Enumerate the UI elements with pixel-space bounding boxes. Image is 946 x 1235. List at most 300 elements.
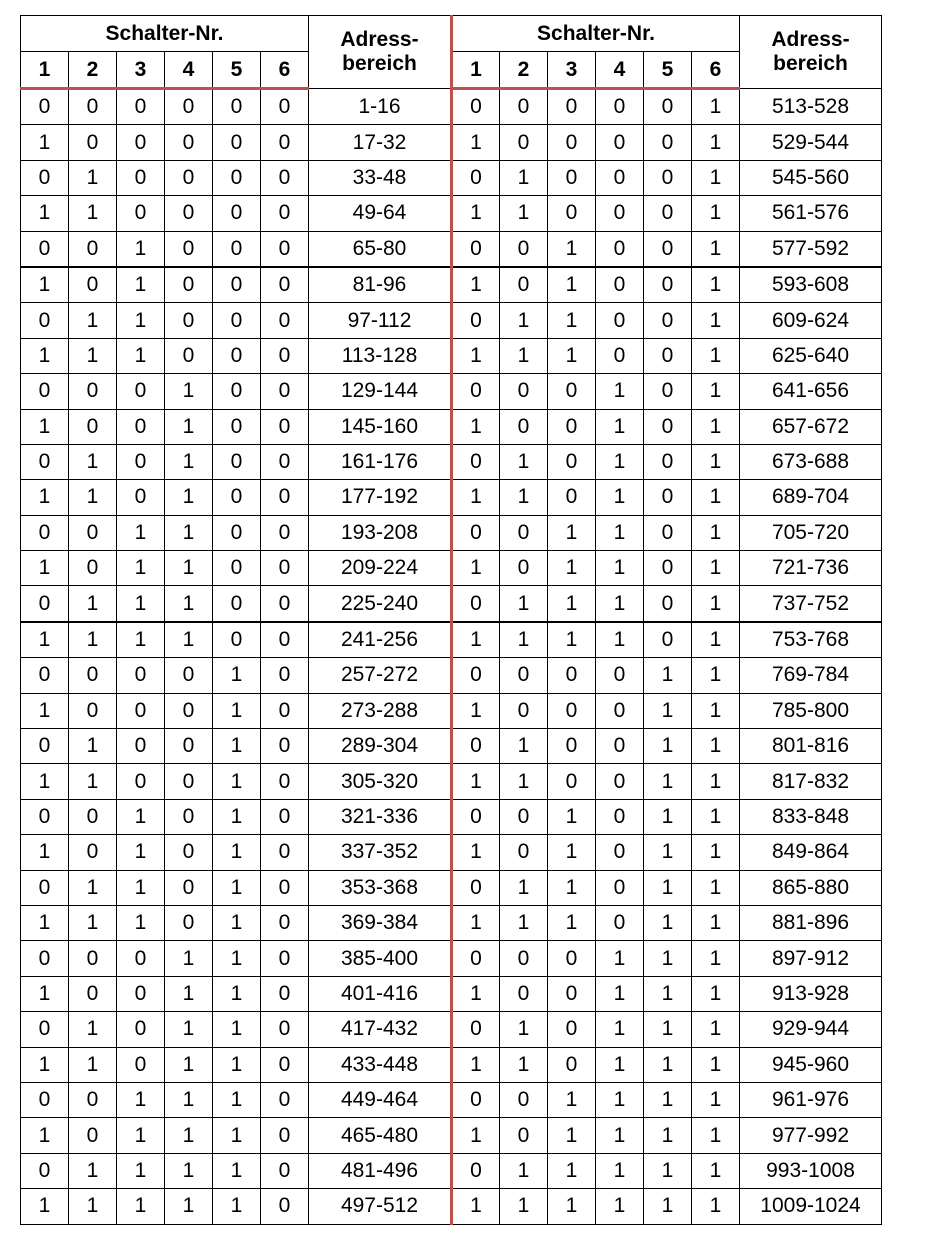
switch-cell-right-3: 1: [548, 303, 596, 338]
switch-cell-left-1: 0: [21, 89, 69, 125]
switch-cell-left-6: 0: [261, 160, 309, 195]
switch-cell-right-2: 0: [500, 799, 548, 834]
switch-cell-right-1: 1: [452, 1118, 500, 1153]
switch-cell-right-4: 1: [596, 409, 644, 444]
switch-cell-right-5: 0: [644, 515, 692, 550]
address-range-right: 993-1008: [740, 1153, 882, 1188]
switch-cell-right-5: 1: [644, 905, 692, 940]
switch-cell-right-2: 0: [500, 125, 548, 160]
switch-cell-right-5: 1: [644, 799, 692, 834]
switch-cell-left-3: 0: [117, 764, 165, 799]
address-range-right: 977-992: [740, 1118, 882, 1153]
switch-cell-left-6: 0: [261, 480, 309, 515]
switch-cell-left-4: 0: [165, 267, 213, 303]
switch-cell-right-5: 1: [644, 1153, 692, 1188]
address-range-right: 657-672: [740, 409, 882, 444]
switch-cell-left-2: 0: [69, 515, 117, 550]
address-range-left: 305-320: [309, 764, 452, 799]
switch-cell-left-1: 1: [21, 1118, 69, 1153]
switch-cell-left-2: 0: [69, 799, 117, 834]
switch-cell-left-6: 0: [261, 658, 309, 693]
switch-cell-left-4: 1: [165, 976, 213, 1011]
table-row: [21, 1189, 882, 1224]
switch-cell-right-6: 1: [692, 267, 740, 303]
switch-cell-left-3: 0: [117, 196, 165, 231]
switch-cell-right-6: 1: [692, 870, 740, 905]
switch-cell-right-4: 1: [596, 1118, 644, 1153]
switch-cell-left-1: 0: [21, 658, 69, 693]
switch-cell-left-6: 0: [261, 976, 309, 1011]
switch-cell-right-2: 0: [500, 409, 548, 444]
address-range-right: 577-592: [740, 231, 882, 267]
switch-cell-right-6: 1: [692, 622, 740, 658]
table-row: [21, 905, 882, 940]
table-row: [21, 125, 882, 160]
switch-cell-left-5: 0: [213, 231, 261, 267]
switch-cell-left-6: 0: [261, 870, 309, 905]
switch-cell-left-4: 1: [165, 409, 213, 444]
switch-cell-right-1: 0: [452, 1012, 500, 1047]
switch-cell-left-3: 1: [117, 231, 165, 267]
switch-number-header-left-3: 3: [117, 52, 165, 89]
switch-cell-right-1: 0: [452, 799, 500, 834]
switch-number-header-left-2: 2: [69, 52, 117, 89]
switch-cell-left-5: 1: [213, 799, 261, 834]
address-range-right: 673-688: [740, 444, 882, 479]
switch-cell-right-1: 1: [452, 409, 500, 444]
table-row: [21, 1047, 882, 1082]
switch-cell-left-6: 0: [261, 905, 309, 940]
switch-cell-right-6: 1: [692, 231, 740, 267]
address-range-right: 625-640: [740, 338, 882, 373]
address-range-right: 753-768: [740, 622, 882, 658]
switch-cell-left-3: 1: [117, 870, 165, 905]
switch-cell-left-3: 1: [117, 515, 165, 550]
switch-cell-left-4: 1: [165, 480, 213, 515]
switch-cell-left-5: 0: [213, 622, 261, 658]
address-range-left: 209-224: [309, 551, 452, 586]
switch-cell-left-5: 1: [213, 693, 261, 728]
switch-cell-left-5: 1: [213, 658, 261, 693]
switch-cell-right-1: 0: [452, 515, 500, 550]
switch-cell-right-3: 1: [548, 267, 596, 303]
switch-cell-left-4: 1: [165, 515, 213, 550]
switch-cell-right-1: 1: [452, 835, 500, 870]
switch-cell-left-6: 0: [261, 799, 309, 834]
switch-cell-left-2: 1: [69, 586, 117, 622]
address-range-right: 609-624: [740, 303, 882, 338]
table-row: [21, 196, 882, 231]
switch-cell-left-4: 1: [165, 551, 213, 586]
address-range-left: 17-32: [309, 125, 452, 160]
switch-cell-right-1: 1: [452, 125, 500, 160]
switch-cell-right-4: 1: [596, 374, 644, 409]
switch-cell-right-2: 0: [500, 693, 548, 728]
address-range-left: 465-480: [309, 1118, 452, 1153]
switch-cell-right-2: 1: [500, 764, 548, 799]
switch-cell-right-6: 1: [692, 586, 740, 622]
switch-cell-left-3: 0: [117, 941, 165, 976]
switch-cell-left-5: 0: [213, 196, 261, 231]
switch-cell-left-2: 0: [69, 551, 117, 586]
switch-cell-left-6: 0: [261, 835, 309, 870]
address-range-right: 689-704: [740, 480, 882, 515]
switch-cell-right-1: 1: [452, 338, 500, 373]
switch-cell-right-5: 0: [644, 231, 692, 267]
address-range-left: 449-464: [309, 1082, 452, 1117]
switch-cell-left-1: 0: [21, 444, 69, 479]
switch-cell-right-3: 1: [548, 799, 596, 834]
switch-cell-left-2: 1: [69, 1012, 117, 1047]
switch-cell-left-5: 1: [213, 905, 261, 940]
switch-cell-right-1: 1: [452, 976, 500, 1011]
switch-cell-right-1: 0: [452, 374, 500, 409]
table-row: [21, 1012, 882, 1047]
switch-cell-left-5: 0: [213, 480, 261, 515]
switch-cell-right-6: 1: [692, 799, 740, 834]
switch-cell-left-3: 0: [117, 658, 165, 693]
switch-cell-right-4: 1: [596, 480, 644, 515]
switch-cell-right-1: 0: [452, 658, 500, 693]
switch-cell-left-5: 1: [213, 729, 261, 764]
switch-cell-left-3: 1: [117, 338, 165, 373]
switch-cell-right-2: 1: [500, 196, 548, 231]
table-row: [21, 231, 882, 267]
switch-cell-left-1: 1: [21, 693, 69, 728]
switch-cell-right-1: 1: [452, 693, 500, 728]
table-row: [21, 835, 882, 870]
table-row: [21, 799, 882, 834]
switch-cell-right-4: 1: [596, 622, 644, 658]
switch-cell-left-6: 0: [261, 303, 309, 338]
switch-cell-left-4: 0: [165, 764, 213, 799]
address-range-right: 849-864: [740, 835, 882, 870]
switch-cell-right-2: 0: [500, 658, 548, 693]
switch-cell-right-2: 1: [500, 444, 548, 479]
address-range-left: 49-64: [309, 196, 452, 231]
switch-cell-right-2: 1: [500, 729, 548, 764]
switch-cell-left-1: 1: [21, 267, 69, 303]
switch-cell-right-5: 0: [644, 267, 692, 303]
switch-cell-left-6: 0: [261, 338, 309, 373]
switch-cell-left-4: 1: [165, 1153, 213, 1188]
address-range-right: 945-960: [740, 1047, 882, 1082]
address-range-left: 433-448: [309, 1047, 452, 1082]
address-header-right-line2: bereich: [773, 52, 848, 75]
switch-cell-left-2: 0: [69, 231, 117, 267]
address-range-left: 401-416: [309, 976, 452, 1011]
address-range-left: 129-144: [309, 374, 452, 409]
address-range-right: 513-528: [740, 89, 882, 125]
switch-cell-right-5: 1: [644, 764, 692, 799]
switch-cell-right-2: 0: [500, 231, 548, 267]
switch-cell-right-4: 0: [596, 835, 644, 870]
address-header-left-line2: bereich: [342, 52, 417, 75]
switch-cell-left-1: 1: [21, 125, 69, 160]
switch-cell-right-5: 1: [644, 1189, 692, 1224]
switch-cell-right-4: 0: [596, 870, 644, 905]
switch-cell-right-2: 0: [500, 835, 548, 870]
switch-cell-right-1: 1: [452, 905, 500, 940]
switch-cell-left-3: 1: [117, 267, 165, 303]
address-header-left-line1: Adress-: [340, 28, 419, 51]
switch-group-header-right: Schalter-Nr.: [452, 16, 740, 52]
switch-cell-left-5: 0: [213, 267, 261, 303]
switch-cell-right-5: 0: [644, 409, 692, 444]
switch-cell-right-3: 1: [548, 551, 596, 586]
switch-cell-left-6: 0: [261, 409, 309, 444]
address-range-right: 737-752: [740, 586, 882, 622]
switch-cell-left-3: 0: [117, 409, 165, 444]
table-row: [21, 480, 882, 515]
switch-cell-right-1: 1: [452, 1047, 500, 1082]
switch-cell-left-1: 1: [21, 338, 69, 373]
switch-cell-right-1: 1: [452, 622, 500, 658]
switch-cell-left-1: 0: [21, 374, 69, 409]
switch-cell-left-5: 0: [213, 515, 261, 550]
switch-cell-right-2: 1: [500, 586, 548, 622]
switch-cell-right-6: 1: [692, 1012, 740, 1047]
table-row: [21, 303, 882, 338]
switch-cell-left-3: 0: [117, 374, 165, 409]
switch-cell-left-2: 0: [69, 658, 117, 693]
switch-cell-left-1: 0: [21, 231, 69, 267]
switch-cell-right-6: 1: [692, 374, 740, 409]
switch-cell-right-3: 0: [548, 1012, 596, 1047]
switch-cell-left-2: 1: [69, 1189, 117, 1224]
table-row: [21, 870, 882, 905]
switch-cell-left-4: 0: [165, 693, 213, 728]
switch-cell-left-3: 0: [117, 1047, 165, 1082]
switch-cell-left-3: 1: [117, 1153, 165, 1188]
switch-cell-right-1: 0: [452, 231, 500, 267]
switch-cell-right-3: 0: [548, 764, 596, 799]
switch-cell-right-3: 1: [548, 1082, 596, 1117]
switch-cell-left-1: 1: [21, 1047, 69, 1082]
address-range-left: 385-400: [309, 941, 452, 976]
switch-cell-left-6: 0: [261, 1082, 309, 1117]
switch-cell-right-4: 0: [596, 231, 644, 267]
switch-cell-left-1: 0: [21, 586, 69, 622]
switch-cell-right-4: 1: [596, 551, 644, 586]
address-range-left: 1-16: [309, 89, 452, 125]
switch-cell-right-4: 0: [596, 125, 644, 160]
address-range-right: 833-848: [740, 799, 882, 834]
switch-cell-left-1: 1: [21, 480, 69, 515]
switch-cell-right-4: 0: [596, 196, 644, 231]
address-range-left: 145-160: [309, 409, 452, 444]
switch-cell-right-6: 1: [692, 409, 740, 444]
address-switch-table: [20, 15, 882, 1225]
address-range-left: 337-352: [309, 835, 452, 870]
switch-cell-left-1: 1: [21, 1189, 69, 1224]
switch-cell-right-4: 1: [596, 1012, 644, 1047]
address-range-right: 929-944: [740, 1012, 882, 1047]
switch-cell-right-5: 0: [644, 480, 692, 515]
address-range-right: 897-912: [740, 941, 882, 976]
switch-cell-right-3: 0: [548, 480, 596, 515]
switch-cell-right-6: 1: [692, 941, 740, 976]
switch-cell-right-5: 0: [644, 196, 692, 231]
switch-cell-right-5: 1: [644, 835, 692, 870]
switch-cell-right-1: 1: [452, 267, 500, 303]
switch-cell-right-4: 1: [596, 1047, 644, 1082]
address-range-right: 593-608: [740, 267, 882, 303]
switch-cell-left-6: 0: [261, 89, 309, 125]
address-range-right: 545-560: [740, 160, 882, 195]
table-row: [21, 729, 882, 764]
switch-cell-right-6: 1: [692, 1189, 740, 1224]
switch-cell-left-4: 0: [165, 160, 213, 195]
table-row: [21, 267, 882, 303]
switch-cell-right-3: 0: [548, 196, 596, 231]
switch-cell-right-6: 1: [692, 515, 740, 550]
address-range-right: 1009-1024: [740, 1189, 882, 1224]
table-row: [21, 622, 882, 658]
switch-cell-right-6: 1: [692, 89, 740, 125]
switch-cell-left-1: 1: [21, 905, 69, 940]
switch-number-header-left-1: 1: [21, 52, 69, 89]
switch-cell-left-4: 1: [165, 1082, 213, 1117]
switch-cell-left-4: 0: [165, 835, 213, 870]
table-row: [21, 515, 882, 550]
switch-cell-right-1: 0: [452, 870, 500, 905]
address-range-left: 481-496: [309, 1153, 452, 1188]
switch-cell-right-2: 0: [500, 551, 548, 586]
switch-cell-right-4: 0: [596, 267, 644, 303]
switch-cell-left-3: 1: [117, 835, 165, 870]
switch-cell-left-2: 1: [69, 729, 117, 764]
address-switch-table-wrapper: [20, 15, 882, 1225]
switch-cell-right-5: 1: [644, 1012, 692, 1047]
switch-cell-right-2: 0: [500, 515, 548, 550]
switch-cell-right-2: 1: [500, 303, 548, 338]
address-range-right: 817-832: [740, 764, 882, 799]
switch-cell-right-6: 1: [692, 551, 740, 586]
switch-cell-left-6: 0: [261, 1047, 309, 1082]
switch-cell-left-5: 1: [213, 941, 261, 976]
switch-cell-right-5: 1: [644, 1082, 692, 1117]
address-header-left: [309, 16, 452, 89]
switch-cell-left-1: 0: [21, 515, 69, 550]
address-header-right: [740, 16, 882, 89]
address-range-right: 865-880: [740, 870, 882, 905]
switch-cell-right-6: 1: [692, 658, 740, 693]
switch-cell-left-2: 1: [69, 444, 117, 479]
switch-cell-right-4: 0: [596, 338, 644, 373]
switch-cell-right-4: 1: [596, 586, 644, 622]
switch-cell-right-4: 0: [596, 799, 644, 834]
switch-cell-left-2: 1: [69, 1153, 117, 1188]
switch-cell-right-3: 0: [548, 976, 596, 1011]
switch-cell-left-4: 0: [165, 89, 213, 125]
switch-cell-left-4: 1: [165, 586, 213, 622]
switch-cell-right-3: 0: [548, 693, 596, 728]
switch-cell-right-4: 0: [596, 693, 644, 728]
switch-cell-right-3: 1: [548, 1153, 596, 1188]
switch-cell-left-5: 1: [213, 1047, 261, 1082]
switch-cell-left-2: 1: [69, 338, 117, 373]
switch-cell-right-1: 0: [452, 89, 500, 125]
switch-cell-right-3: 1: [548, 622, 596, 658]
switch-cell-right-1: 1: [452, 480, 500, 515]
switch-cell-left-6: 0: [261, 586, 309, 622]
table-row: [21, 1153, 882, 1188]
switch-cell-left-3: 1: [117, 799, 165, 834]
switch-cell-left-6: 0: [261, 515, 309, 550]
table-row: [21, 1082, 882, 1117]
switch-cell-left-2: 1: [69, 1047, 117, 1082]
switch-cell-left-3: 1: [117, 905, 165, 940]
switch-cell-right-4: 1: [596, 941, 644, 976]
switch-cell-right-3: 1: [548, 515, 596, 550]
switch-cell-left-1: 0: [21, 729, 69, 764]
switch-cell-left-5: 1: [213, 835, 261, 870]
switch-cell-left-3: 1: [117, 1082, 165, 1117]
switch-cell-left-2: 0: [69, 1118, 117, 1153]
address-range-left: 289-304: [309, 729, 452, 764]
switch-cell-right-1: 0: [452, 303, 500, 338]
switch-cell-right-3: 1: [548, 1189, 596, 1224]
switch-cell-right-6: 1: [692, 338, 740, 373]
switch-cell-left-1: 0: [21, 1153, 69, 1188]
switch-cell-left-2: 1: [69, 303, 117, 338]
switch-number-header-left-4: 4: [165, 52, 213, 89]
switch-cell-left-4: 1: [165, 622, 213, 658]
switch-cell-left-5: 1: [213, 1153, 261, 1188]
switch-cell-left-3: 0: [117, 976, 165, 1011]
switch-cell-left-2: 1: [69, 196, 117, 231]
switch-cell-right-6: 1: [692, 1118, 740, 1153]
switch-number-header-right-2: 2: [500, 52, 548, 89]
switch-cell-right-4: 1: [596, 976, 644, 1011]
switch-cell-left-3: 1: [117, 1118, 165, 1153]
switch-cell-left-4: 0: [165, 338, 213, 373]
switch-cell-left-3: 0: [117, 480, 165, 515]
address-range-left: 321-336: [309, 799, 452, 834]
switch-cell-right-2: 0: [500, 976, 548, 1011]
switch-number-header-right-6: 6: [692, 52, 740, 89]
switch-cell-right-3: 0: [548, 444, 596, 479]
switch-cell-right-2: 1: [500, 338, 548, 373]
switch-cell-left-4: 0: [165, 799, 213, 834]
switch-cell-left-4: 0: [165, 658, 213, 693]
switch-cell-right-3: 0: [548, 125, 596, 160]
address-header-right-line1: Adress-: [771, 28, 850, 51]
switch-cell-right-1: 0: [452, 941, 500, 976]
switch-cell-right-5: 0: [644, 622, 692, 658]
switch-cell-left-1: 0: [21, 160, 69, 195]
table-row: [21, 338, 882, 373]
switch-cell-left-1: 1: [21, 409, 69, 444]
switch-cell-right-1: 0: [452, 1153, 500, 1188]
switch-cell-right-5: 1: [644, 729, 692, 764]
switch-cell-right-6: 1: [692, 444, 740, 479]
switch-cell-right-1: 0: [452, 160, 500, 195]
switch-cell-left-4: 0: [165, 905, 213, 940]
switch-cell-right-3: 0: [548, 89, 596, 125]
switch-cell-right-1: 1: [452, 551, 500, 586]
switch-cell-right-2: 0: [500, 267, 548, 303]
switch-cell-right-2: 0: [500, 89, 548, 125]
switch-cell-right-2: 1: [500, 905, 548, 940]
switch-cell-left-2: 0: [69, 941, 117, 976]
switch-cell-right-3: 0: [548, 941, 596, 976]
switch-cell-left-5: 0: [213, 303, 261, 338]
table-row: [21, 374, 882, 409]
switch-cell-right-6: 1: [692, 160, 740, 195]
table-row: [21, 764, 882, 799]
